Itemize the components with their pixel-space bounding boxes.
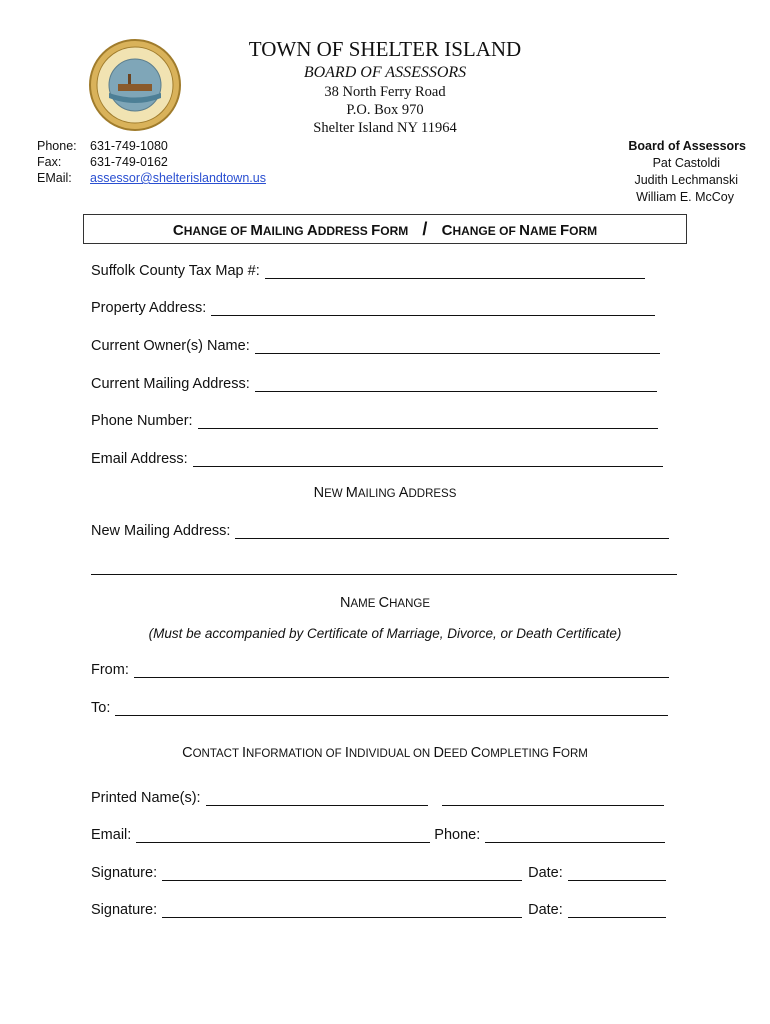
address-city: Shelter Island NY 11964 bbox=[313, 120, 457, 136]
contact-phone-input[interactable] bbox=[485, 828, 665, 843]
current-owners-field: Current Owner(s) Name: bbox=[91, 338, 660, 354]
property-address-field: Property Address: bbox=[91, 300, 655, 316]
board-subtitle: BOARD OF ASSESSORS bbox=[303, 64, 467, 81]
new-mailing-input-line2[interactable] bbox=[91, 574, 677, 575]
address-po-box: P.O. Box 970 bbox=[346, 102, 424, 118]
fax-label: Fax: bbox=[37, 155, 62, 169]
phone-label: Phone: bbox=[37, 139, 77, 153]
email-address-input[interactable] bbox=[193, 452, 663, 467]
phone-number-input[interactable] bbox=[198, 414, 658, 429]
printed-name-input-2[interactable] bbox=[442, 791, 664, 806]
to-field: To: bbox=[91, 700, 668, 716]
from-input[interactable] bbox=[134, 663, 669, 678]
new-mailing-input[interactable] bbox=[235, 524, 669, 539]
email-phone-field: Email: Phone: bbox=[91, 827, 665, 843]
tax-map-field: Suffolk County Tax Map #: bbox=[91, 263, 645, 279]
email-link[interactable]: assessor@shelterislandtown.us bbox=[90, 171, 266, 185]
board-member: Judith Lechmanski bbox=[634, 173, 738, 187]
board-heading: Board of Assessors bbox=[628, 139, 746, 153]
date-input-2[interactable] bbox=[568, 903, 666, 918]
email-address-field: Email Address: bbox=[91, 451, 663, 467]
board-member: William E. McCoy bbox=[636, 190, 734, 204]
printed-name-input-1[interactable] bbox=[206, 791, 428, 806]
town-title: TOWN OF SHELTER ISLAND bbox=[248, 37, 522, 61]
current-mailing-input[interactable] bbox=[255, 377, 657, 392]
new-mailing-field: New Mailing Address: bbox=[91, 523, 669, 539]
phone-number-field: Phone Number: bbox=[91, 413, 658, 429]
email-label: EMail: bbox=[37, 171, 72, 185]
contact-email-input[interactable] bbox=[136, 828, 430, 843]
new-mailing-heading: NEW MAILING ADDRESS bbox=[313, 485, 457, 501]
date-input-1[interactable] bbox=[568, 866, 666, 881]
phone-value: 631-749-1080 bbox=[90, 139, 168, 153]
signature-input-2[interactable] bbox=[162, 903, 522, 918]
name-change-note: (Must be accompanied by Certificate of Marriage, Divorce, or Death Certificate) bbox=[148, 626, 622, 641]
signature-row-1: Signature: Date: bbox=[91, 865, 666, 881]
signature-input-1[interactable] bbox=[162, 866, 522, 881]
form-title-box: CHANGE OF MAILING ADDRESS FORM / CHANGE OF NAME FORM bbox=[83, 214, 687, 244]
tax-map-input[interactable] bbox=[265, 264, 645, 279]
signature-row-2: Signature: Date: bbox=[91, 902, 666, 918]
property-address-input[interactable] bbox=[211, 301, 655, 316]
contact-info-heading: CONTACT INFORMATION OF INDIVIDUAL ON DEED COMPLETING FORM bbox=[182, 745, 588, 761]
to-input[interactable] bbox=[115, 701, 668, 716]
current-owners-input[interactable] bbox=[255, 339, 660, 354]
name-change-heading: NAME CHANGE bbox=[340, 595, 430, 611]
current-mailing-field: Current Mailing Address: bbox=[91, 376, 657, 392]
from-field: From: bbox=[91, 662, 669, 678]
fax-value: 631-749-0162 bbox=[90, 155, 168, 169]
address-street: 38 North Ferry Road bbox=[324, 84, 446, 100]
printed-names-field: Printed Name(s): bbox=[91, 790, 664, 806]
board-member: Pat Castoldi bbox=[652, 156, 720, 170]
